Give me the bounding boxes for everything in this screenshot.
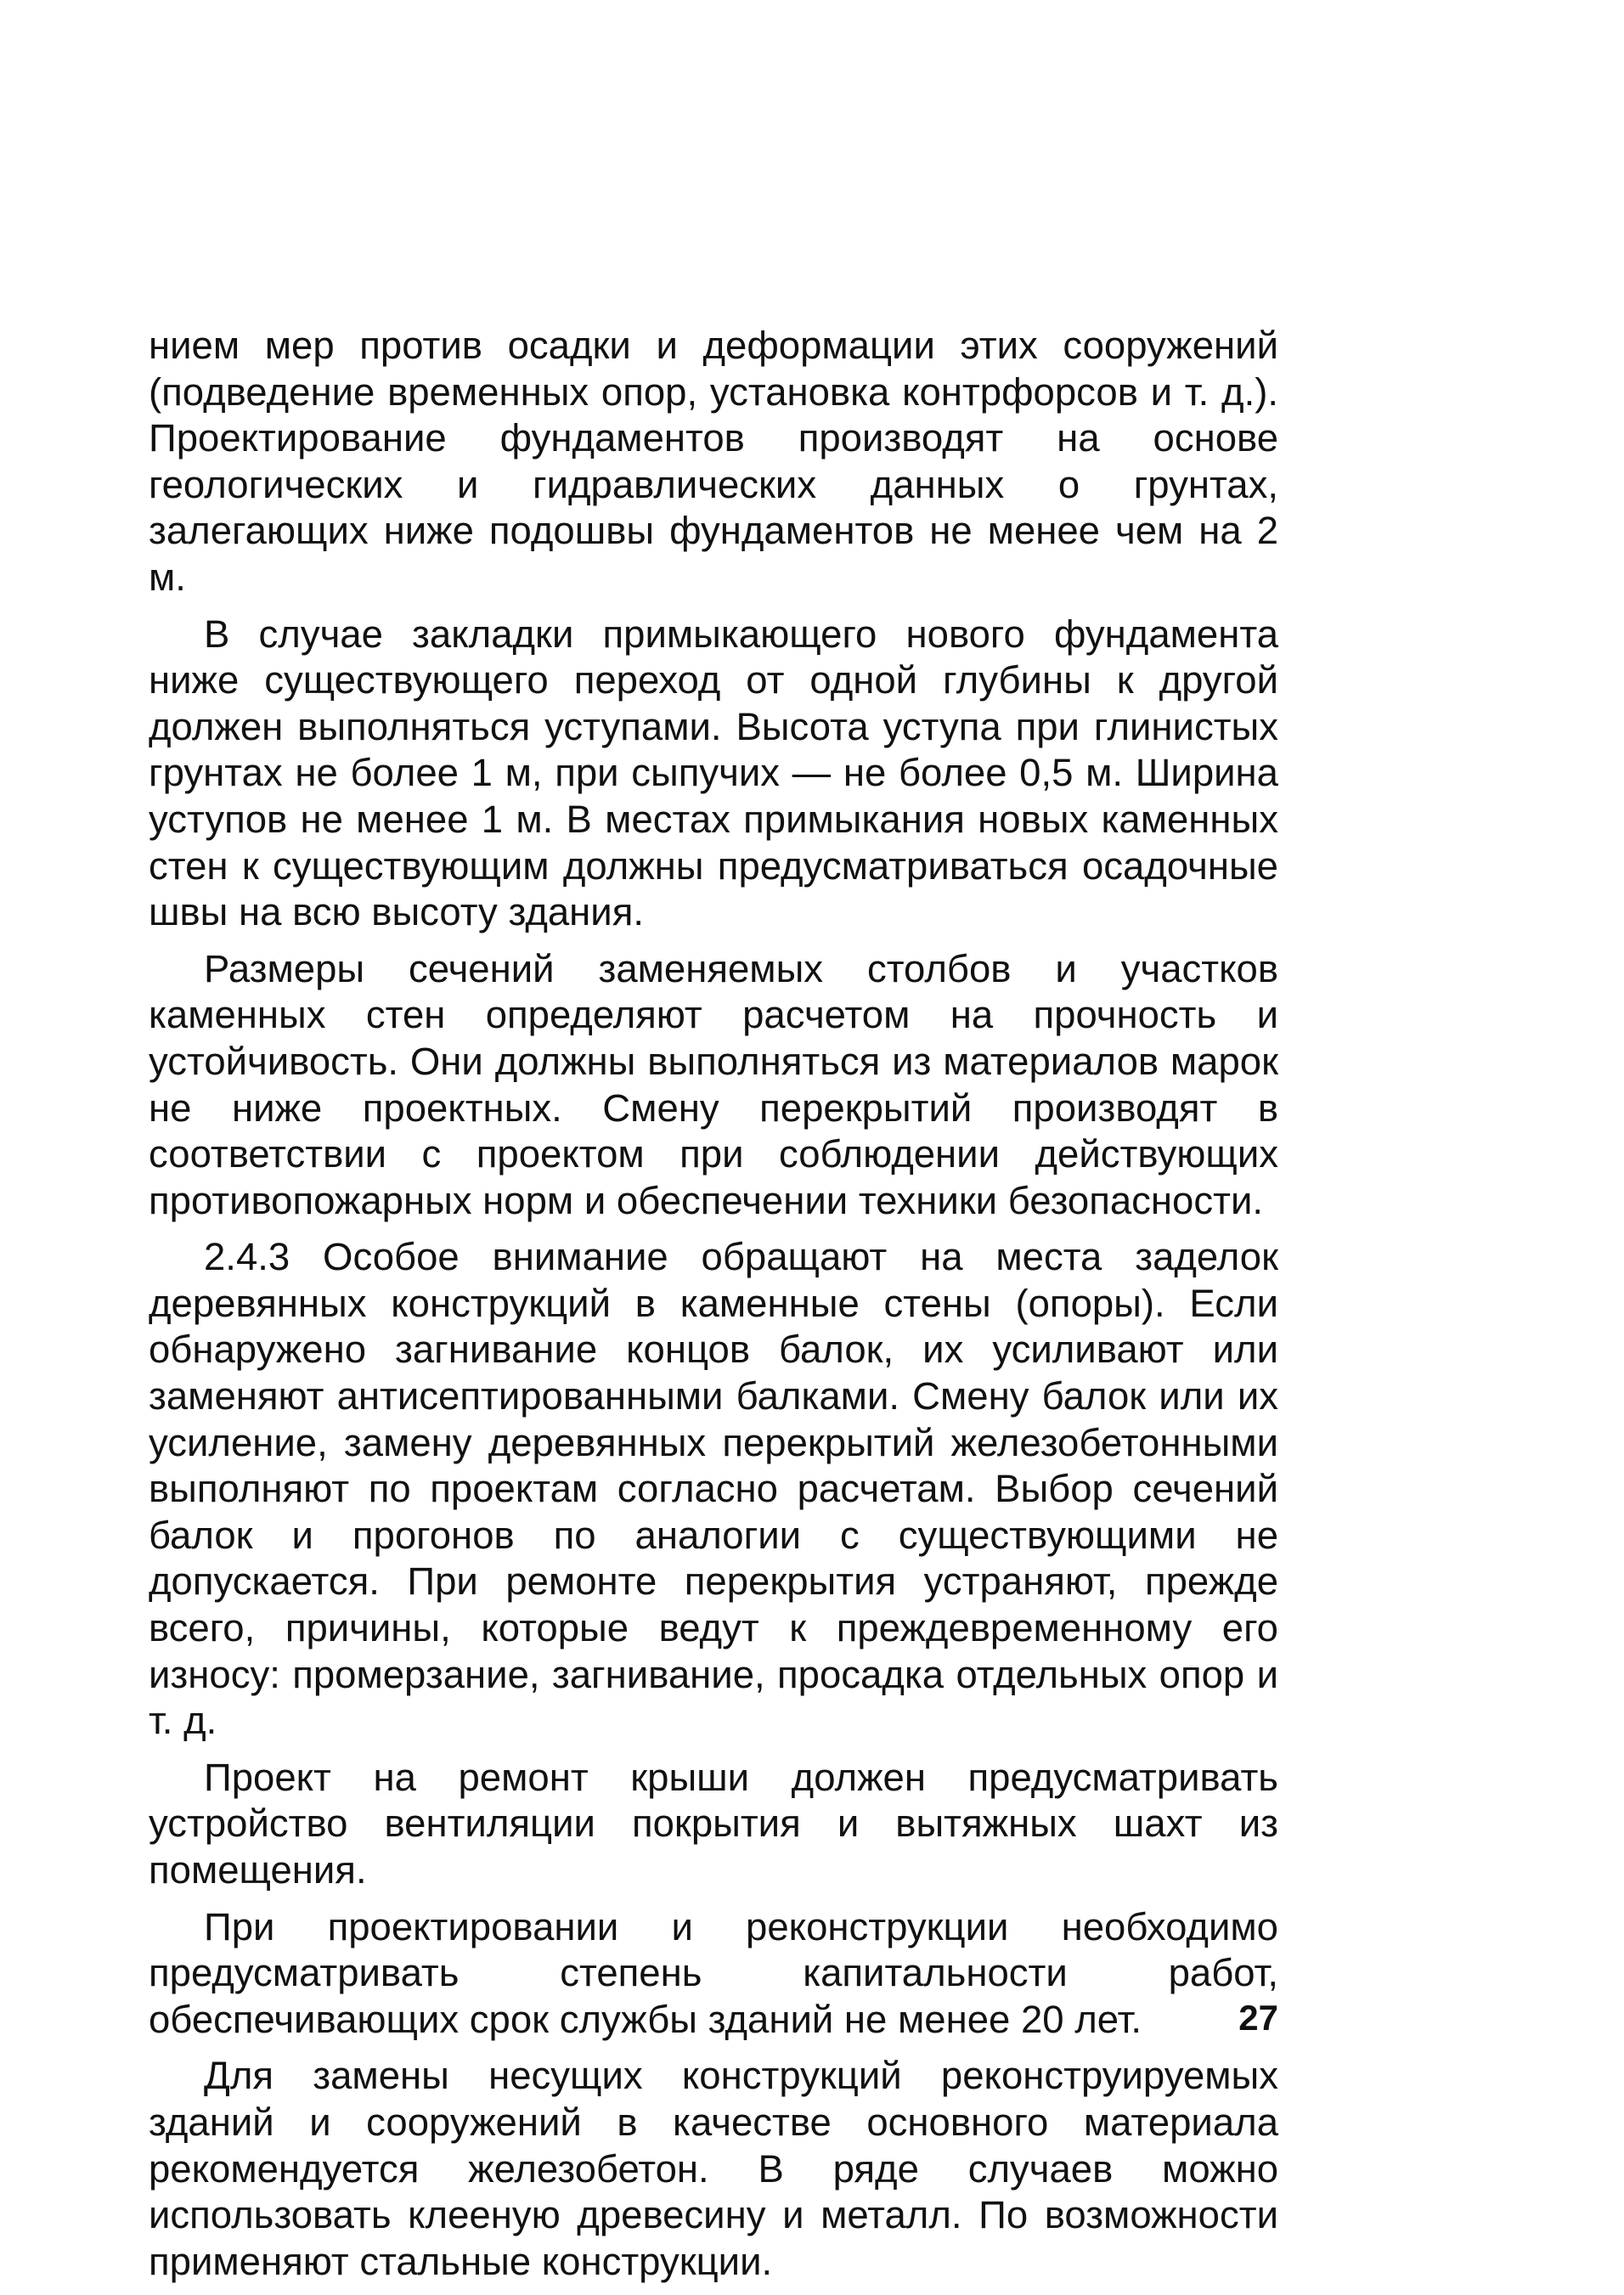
paragraph-4: 2.4.3 Особое внимание обращают на места заделок деревянных конструкций в каменные стены (опоры). Если обнаружено загнивание концов балок, их усиливают или заменяют антисептированными балками. Смену балок или их усиление, замену деревянных перекрытий железобетонными выполняют по проектам согласно расчетам. Выбор сечений балок и прогонов по аналогии с существующими не допускается. При ремонте перекрытия устраняют, прежде всего, причины, которые ведут к преждевременному его износу: промерзание, загнивание, просадка отдельных опор и т. д. <box>149 1235 1278 1743</box>
paragraph-2: В случае закладки примыкающего нового фундамента ниже существующего переход от одной глубины к другой должен выполняться уступами. Высота уступа при глинистых грунтах не более 1 м, при сыпучих — не более 0,5 м. Ширина уступов не менее 1 м. В местах примыкания новых каменных стен к существующим должны предусматриваться осадочные швы на всю высоту здания. <box>149 612 1278 934</box>
paragraph-6: При проектировании и реконструкции необходимо предусматривать степень капитальности работ, обеспечивающих срок службы зданий не менее 20 лет. <box>149 1904 1278 2041</box>
body-text <box>149 323 1278 2295</box>
paragraph-3: Размеры сечений заменяемых столбов и участков каменных стен определяют расчетом на прочность и устойчивость. Они должны выполняться из материалов марок не ниже проектных. Смену перекрытий производят в соответствии с проектом при соблюдении действующих противопожарных норм и обеспечении техники безопасности. <box>149 946 1278 1222</box>
paragraph-1: нием мер против осадки и деформации этих сооружений (подведение временных опор, установка контрфорсов и т. д.). Проектирование фундаментов производят на основе геологических и гидравлических данных о грунтах, залегающих ниже подошвы фундаментов не менее чем на 2 м. <box>149 324 1278 599</box>
paragraph-5: Проект на ремонт крыши должен предусматривать устройство вентиляции покрытия и вытяжных шахт из помещения. <box>149 1755 1278 1892</box>
paragraph-7: Для замены несущих конструкций реконструируемых зданий и сооружений в качестве основного материала рекомендуется железобетон. В ряде случаев можно использовать клееную древесину и металл. По возможности применяют стальные конструкции. <box>149 2054 1278 2283</box>
page-number: 27 <box>1238 1998 1278 2038</box>
